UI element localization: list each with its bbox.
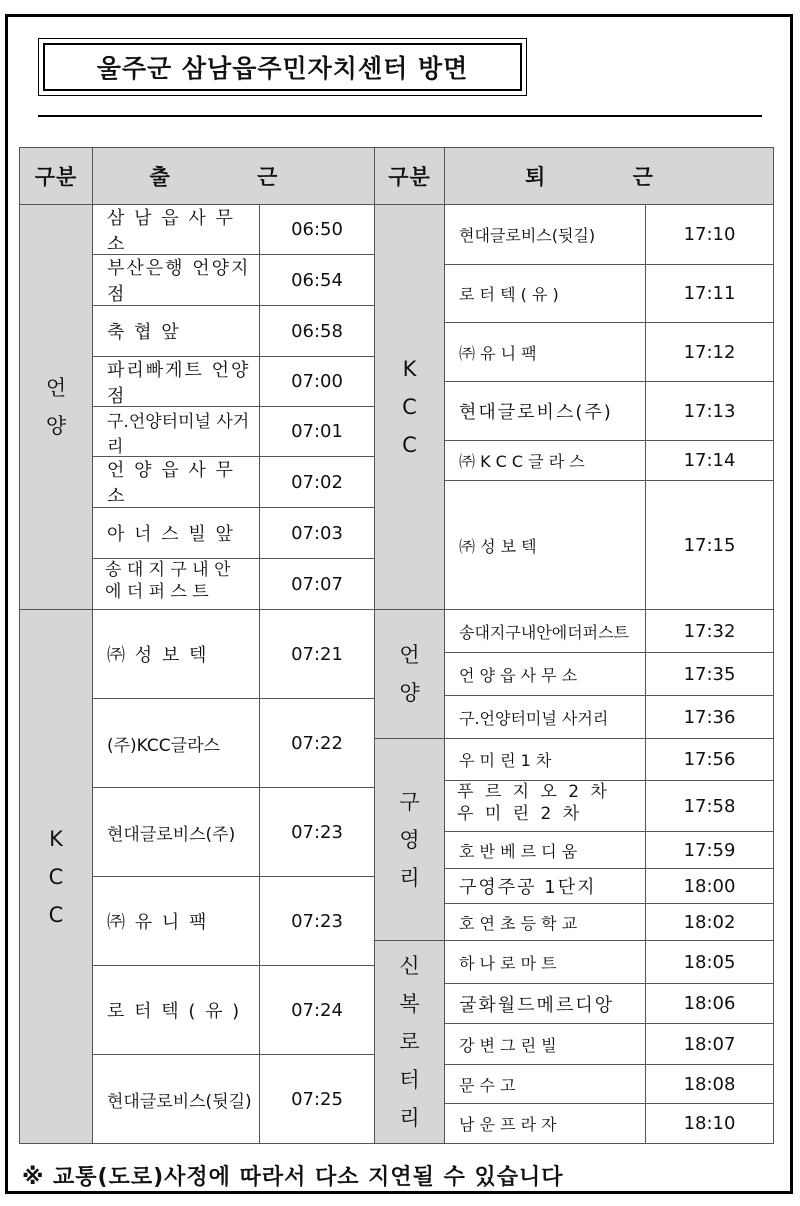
commute-stop-name: 파리빠게트 언양점 xyxy=(92,356,260,407)
return-stop-time: 17:13 xyxy=(645,381,774,441)
return-stop-time: 17:10 xyxy=(645,204,774,265)
return-stop-time: 17:58 xyxy=(645,780,774,832)
return-group-label: 구 영 리 xyxy=(374,738,445,941)
title-divider xyxy=(38,115,762,117)
header-division-left: 구분 xyxy=(19,147,93,205)
page-title: 울주군 삼남읍주민자치센터 방면 xyxy=(43,43,522,91)
return-stop-name: 송대지구내안에더퍼스트 xyxy=(444,609,646,653)
return-stop-name: ㈜ 성 보 텍 xyxy=(444,480,646,610)
return-stop-name: 굴화월드메르디앙 xyxy=(444,983,646,1024)
return-stop-name: 강 변 그 린 빌 xyxy=(444,1023,646,1065)
header-commute: 출 근 xyxy=(92,147,375,205)
commute-stop-time: 06:50 xyxy=(259,204,375,255)
return-stop-time: 18:08 xyxy=(645,1064,774,1104)
commute-stop-name: 구.언양터미널 사거리 xyxy=(92,406,260,457)
return-stop-time: 18:06 xyxy=(645,983,774,1024)
commute-stop-time: 07:24 xyxy=(259,965,375,1055)
return-stop-name: 구.언양터미널 사거리 xyxy=(444,695,646,739)
commute-stop-name: ㈜ 성 보 텍 xyxy=(92,609,260,699)
commute-stop-time: 07:00 xyxy=(259,356,375,407)
return-stop-time: 17:35 xyxy=(645,652,774,696)
return-group-label: K C C xyxy=(374,204,445,610)
return-stop-time: 17:11 xyxy=(645,264,774,323)
return-stop-time: 17:15 xyxy=(645,480,774,610)
return-stop-name: 호 반 베 르 디 움 xyxy=(444,831,646,869)
return-stop-name: 문 수 고 xyxy=(444,1064,646,1104)
commute-stop-time: 07:25 xyxy=(259,1054,375,1144)
commute-stop-time: 07:23 xyxy=(259,876,375,966)
commute-stop-time: 06:54 xyxy=(259,254,375,306)
return-stop-name: ㈜ K C C 글 라 스 xyxy=(444,440,646,481)
return-stop-name: 로 터 텍 ( 유 ) xyxy=(444,264,646,323)
delay-notice: ※ 교통(도로)사정에 따라서 다소 지연될 수 있습니다 xyxy=(22,1165,564,1190)
commute-stop-time: 07:22 xyxy=(259,698,375,788)
commute-stop-time: 07:02 xyxy=(259,456,375,508)
return-stop-time: 18:05 xyxy=(645,940,774,984)
header-return: 퇴 근 xyxy=(444,147,774,205)
return-stop-time: 17:59 xyxy=(645,831,774,869)
return-stop-time: 18:10 xyxy=(645,1103,774,1144)
return-group-label: 신 복 로 터 리 xyxy=(374,940,445,1144)
header-division-right: 구분 xyxy=(374,147,445,205)
return-stop-name: 현대글로비스(뒷길) xyxy=(444,204,646,265)
return-stop-name: 남 운 프 라 자 xyxy=(444,1103,646,1144)
return-group-label: 언 양 xyxy=(374,609,445,739)
return-stop-time: 17:12 xyxy=(645,322,774,382)
return-stop-name: 하 나 로 마 트 xyxy=(444,940,646,984)
return-stop-time: 18:07 xyxy=(645,1023,774,1065)
commute-stop-name: 언 양 읍 사 무 소 xyxy=(92,456,260,508)
commute-stop-name: 부산은행 언양지점 xyxy=(92,254,260,306)
commute-stop-time: 07:07 xyxy=(259,558,375,610)
return-stop-name: 우 미 린 1 차 xyxy=(444,738,646,781)
commute-group-label: 언 양 xyxy=(19,204,93,610)
return-stop-name: ㈜ 유 니 팩 xyxy=(444,322,646,382)
title-box xyxy=(38,38,527,96)
return-stop-time: 18:00 xyxy=(645,868,774,904)
return-stop-name: 구영주공 1단지 xyxy=(444,868,646,904)
return-stop-time: 17:36 xyxy=(645,695,774,739)
commute-stop-name: 송 대 지 구 내 안 에 더 퍼 스 트 xyxy=(92,558,260,610)
commute-stop-time: 07:01 xyxy=(259,406,375,457)
return-stop-time: 17:14 xyxy=(645,440,774,481)
return-stop-time: 17:32 xyxy=(645,609,774,653)
return-stop-time: 18:02 xyxy=(645,903,774,941)
commute-group-label: K C C xyxy=(19,609,93,1144)
return-stop-time: 17:56 xyxy=(645,738,774,781)
commute-stop-name: 로 터 텍 ( 유 ) xyxy=(92,965,260,1055)
return-stop-name: 언 양 읍 사 무 소 xyxy=(444,652,646,696)
commute-stop-name: 현대글로비스(주) xyxy=(92,787,260,877)
commute-stop-name: 축 협 앞 xyxy=(92,305,260,357)
commute-stop-name: 아 너 스 빌 앞 xyxy=(92,507,260,559)
commute-stop-name: 현대글로비스(뒷길) xyxy=(92,1054,260,1144)
commute-stop-time: 07:03 xyxy=(259,507,375,559)
commute-stop-time: 07:23 xyxy=(259,787,375,877)
return-stop-name: 호 연 초 등 학 교 xyxy=(444,903,646,941)
commute-stop-time: 06:58 xyxy=(259,305,375,357)
return-stop-name: 푸 르 지 오 2 차 우 미 린 2 차 xyxy=(444,780,646,832)
commute-stop-name: 삼 남 읍 사 무 소 xyxy=(92,204,260,255)
commute-stop-name: (주)KCC글라스 xyxy=(92,698,260,788)
commute-stop-time: 07:21 xyxy=(259,609,375,699)
return-stop-name: 현대글로비스(주) xyxy=(444,381,646,441)
commute-stop-name: ㈜ 유 니 팩 xyxy=(92,876,260,966)
